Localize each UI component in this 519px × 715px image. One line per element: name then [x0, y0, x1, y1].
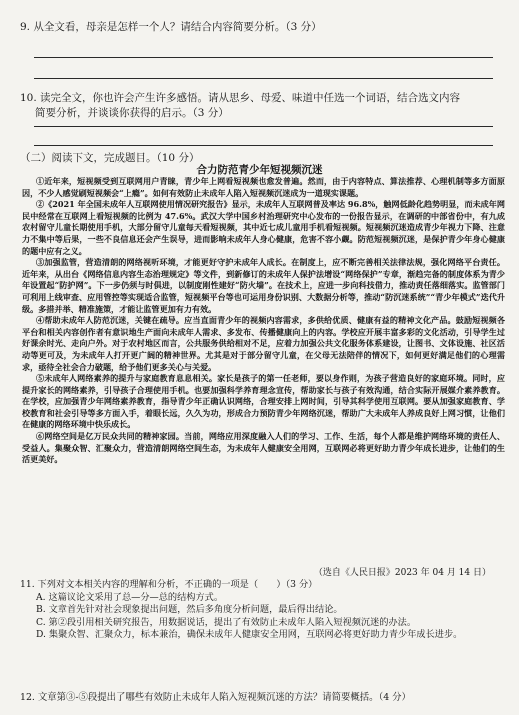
question-12: 12. 文章第③-⑤段提出了哪些有效防止未成年人陷入短视频沉迷的方法？请简要概括。（4 分）	[20, 692, 411, 703]
article-title: 合力防范青少年短视频沉迷	[196, 164, 323, 176]
question-10-line1: 10. 读完全文，你也许会产生许多感悟。请从思乡、母爱、味道中任选一个词语，结合选文内容	[20, 92, 461, 104]
option-c[interactable]: C. 第②段引用相关研究报告，用数据说话，提出了有效防止未成年人陷入短视频沉迷的办法。	[36, 616, 417, 628]
article-paragraph: ⑥网络空间是亿万民众共同的精神家园。当前，网络应用深度融入人们的学习、工作、生活，每个人都是维护网络环境的责任人、受益人。集聚众智、汇聚众力，营造清朗网络空间生态，为未成年人健康安全用网，互联网必将更好助力青少年成长进步，让他们的生活更美好。	[22, 431, 505, 465]
answer-line[interactable]	[34, 126, 493, 127]
option-d[interactable]: D. 集聚众智、汇聚众力，标本兼治，确保未成年人健康安全用网，互联网必将更好助力青少年成长进步。	[36, 629, 463, 641]
question-11-stem: 11. 下列对文本相关内容的理解和分析，不正确的一项是（ ）（3 分）	[20, 579, 318, 590]
question-10-line2: 简要分析，并谈谈你获得的启示。（3 分）	[35, 107, 229, 119]
article-paragraph: ⑤未成年人网络素养的提升与家庭教育息息相关。家长是孩子的第一任老师，要以身作则，为孩子营造良好的家庭环境。同时，应提升家长的网络素养，引导孩子合理使用手机。也要加强科学养育理念宣传，帮助家长与孩子有效沟通，结合实际开展媒介素养教育。在学校，应加强青少年网络素养教育，指导青少年正确认识网络，合理安排上网时间，引导其科学使用互联网。要从加强家庭教育、学校教育和社会引导等多方面入手，着眼长远，久久为功，形成合力预防青少年网络沉迷，帮助广大未成年人养成良好上网习惯，让他们在健康的网络环境中快乐成长。	[22, 373, 505, 430]
article-source: （选自《人民日报》2023 年 04 月 14 日）	[313, 568, 491, 578]
question-11	[20, 579, 501, 642]
answer-line[interactable]	[34, 145, 493, 146]
question-9: 9. 从全文看，母亲是怎样一个人？请结合内容简要分析。（3 分）	[20, 21, 322, 33]
article-body	[22, 176, 505, 466]
article-paragraph: ②《2021 年全国未成年人互联网使用情况研究报告》显示，未成年人互联网普及率达 96.8%，触网低龄化趋势明显，而未成年网民中经常在互联网上看短视频的比例为 47.6%。武汉大学中国乡村治理研究中心发布的一份报告显示，在调研的中部省份中，有九成农村留守儿童长期使用手机，大部分留守儿童每天看短视频，其中近七成儿童用手机看短视频。短视频沉迷造成青少年视力下降、注意力不集中等后果，一些不良信息还会产生误导，进而影响未成年人身心健康，危害不容小觑。防范短视频沉迷，是保护青少年身心健康的题中应有之义。	[22, 199, 505, 256]
option-b[interactable]: B. 文章首先针对社会现象提出问题，然后多角度分析问题，最后得出结论。	[36, 604, 343, 616]
section-heading: （二）阅读下文，完成题目。（10 分）	[20, 152, 200, 164]
article-paragraph: ③加强监管，营造清朗的网络视听环境，才能更好守护未成年人成长。在制度上，应不断完善相关法律法规，强化网络平台责任。近年来，从出台《网络信息内容生态治理规定》等文件，到新修订的未成年人保护法增设“网络保护”专章，渐趋完备的制度体系为青少年设置起“防护网”。下一步仍须与时俱进，以制度刚性建好“防火墙”。在技术上，应进一步向科技借力，推动责任落细落实。监管部门可利用上线审查、应用管控等实现适合监管，短视频平台等也可运用身份识别、大数据分析等，推动“防沉迷系统”“青少年模式”迭代升级。多措并举、精准施策，才能让监管更加有力有效。	[22, 257, 505, 314]
answer-line[interactable]	[34, 57, 493, 58]
answer-line[interactable]	[34, 78, 493, 79]
article-paragraph: ①近年来，短视频受到互联网用户青睐，青少年上网看短视频也愈发普遍。然而，由于内容特点、算法推荐、心理机制等多方面原因，不少人感觉刷短视频会“上瘾”。如何有效防止未成年人陷入短视频沉迷成为一道现实课题。	[22, 176, 505, 198]
option-a[interactable]: A. 这篇议论文采用了总—分—总的结构方式。	[36, 591, 224, 603]
article-paragraph: ④帮助未成年人防范沉迷，关键在疏导。应当直面青少年的视频内容需求，多供给优质、健康有益的精神文化产品。鼓励短视频各平台和相关内容创作者有意识地生产面向未成年人需求、多发布、传播健康向上的内容。学校应开展丰富多彩的文化活动，引导学生过好课余时光、走向户外。对于农村地区而言，公共服务供给相对不足，应着力加强公共文化服务体系建设，让图书、文体设施、社区活动等更可及，为未成年人打开更广阔的精神世界。尤其是对于部分留守儿童，在父母无法陪伴的情况下，如何更好满足他们的心理需求，亟待全社会合力破题，给予他们更多关心与关爱。	[22, 315, 505, 372]
